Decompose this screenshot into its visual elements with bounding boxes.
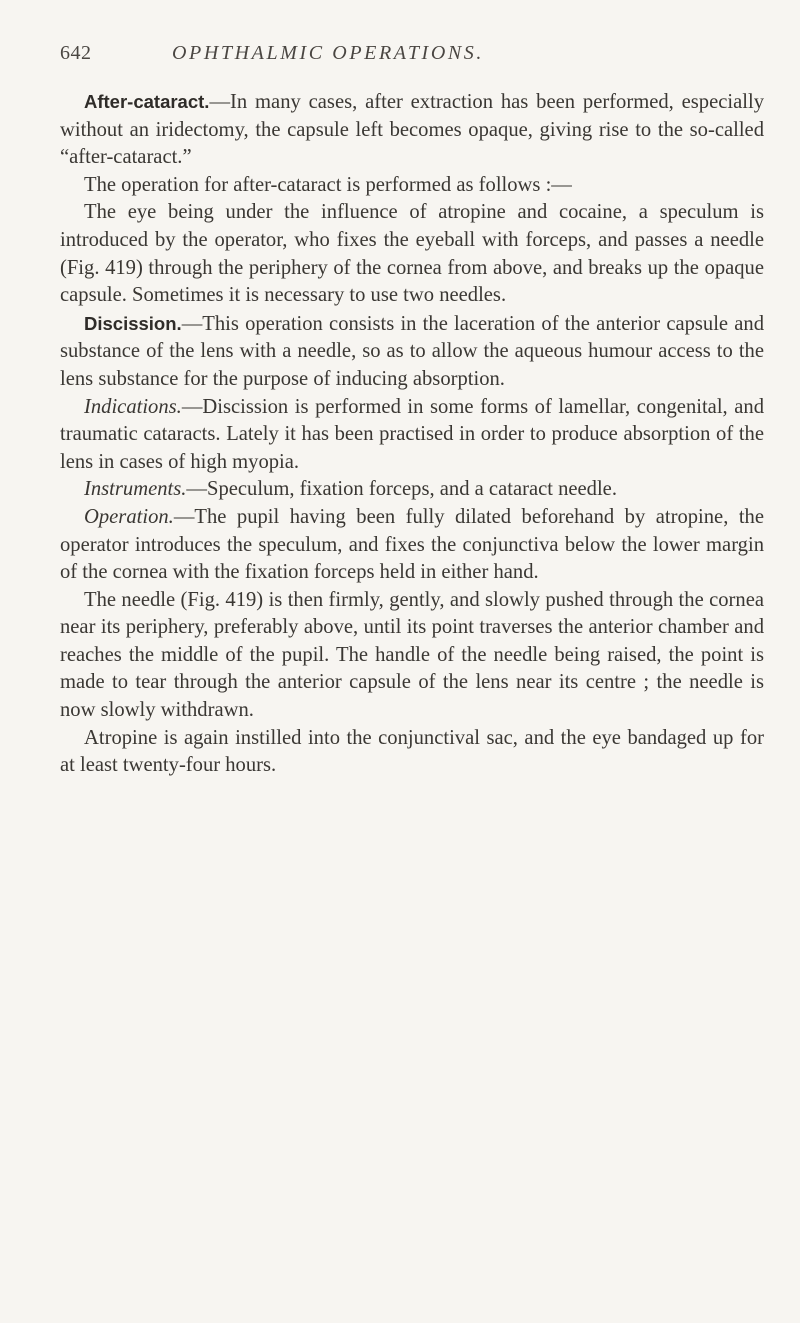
paragraph-operation-steps (60, 199, 764, 309)
subheading-instruments: Instruments. (84, 478, 187, 501)
paragraph-text: —Discission is performed in some forms of lamellar, congenital, and traumatic cataracts. Lately it has been practised in order to produce absorption of the lens in cases of high myopia. (60, 395, 764, 473)
paragraph-aftercare (60, 725, 764, 780)
page-number: 642 (60, 42, 92, 64)
paragraph-operation-intro (60, 172, 764, 200)
paragraph-instruments (60, 476, 764, 504)
paragraph-discission (60, 310, 764, 394)
paragraph-text: The eye being under the influence of atropine and cocaine, a speculum is introduced by the operator, who fixes the eyeball with forceps, and passes a needle (Fig. 419) through the periphery of the cornea from above, and breaks up the opaque capsule. Sometimes it is necessary to use two needles. (60, 201, 764, 307)
running-head (60, 42, 780, 82)
paragraph-text: The operation for after-cataract is performed as follows :— (84, 173, 572, 196)
paragraph-text: The needle (Fig. 419) is then firmly, gently, and slowly pushed through the cornea near its periphery, preferably above, until its point traverses the anterior chamber and reaches the middle of the pupil. The handle of the needle being raised, the point is made to tear through the anterior capsule of the lens near its centre ; the needle is now slowly withdrawn. (60, 588, 764, 722)
subheading-operation: Operation. (84, 505, 174, 528)
body-text (60, 88, 764, 780)
section-heading-after-cataract: After-cataract. (84, 91, 210, 112)
paragraph-after-cataract (60, 88, 764, 172)
paragraph-indications (60, 394, 764, 477)
paragraph-text: Atropine is again instilled into the conjunctival sac, and the eye bandaged up for at least twenty-four hours. (60, 726, 764, 777)
section-heading-discission: Discission. (84, 312, 182, 334)
paragraph-text: —This operation consists in the laceration of the anterior capsule and substance of the lens with a needle, so as to allow the aqueous humour access to the lens substance for the purpose of inducing absorption. (60, 312, 764, 390)
running-title: OPHTHALMIC OPERATIONS. (172, 42, 485, 64)
paragraph-text: —The pupil having been fully dilated beforehand by atropine, the operator introduces the speculum, and fixes the conjunctiva below the lower margin of the cornea with the fixation forceps held in either hand. (60, 505, 764, 584)
paragraph-needle-procedure (60, 587, 764, 725)
subheading-indications: Indications. (84, 395, 182, 418)
paragraph-text: —Speculum, fixation forceps, and a cataract needle. (186, 478, 617, 501)
paragraph-text: —In many cases, after extraction has been performed, especially without an iridectomy, the capsule left becomes opaque, giving rise to the so-called “after-cataract.” (60, 91, 764, 169)
paragraph-operation (60, 504, 764, 587)
